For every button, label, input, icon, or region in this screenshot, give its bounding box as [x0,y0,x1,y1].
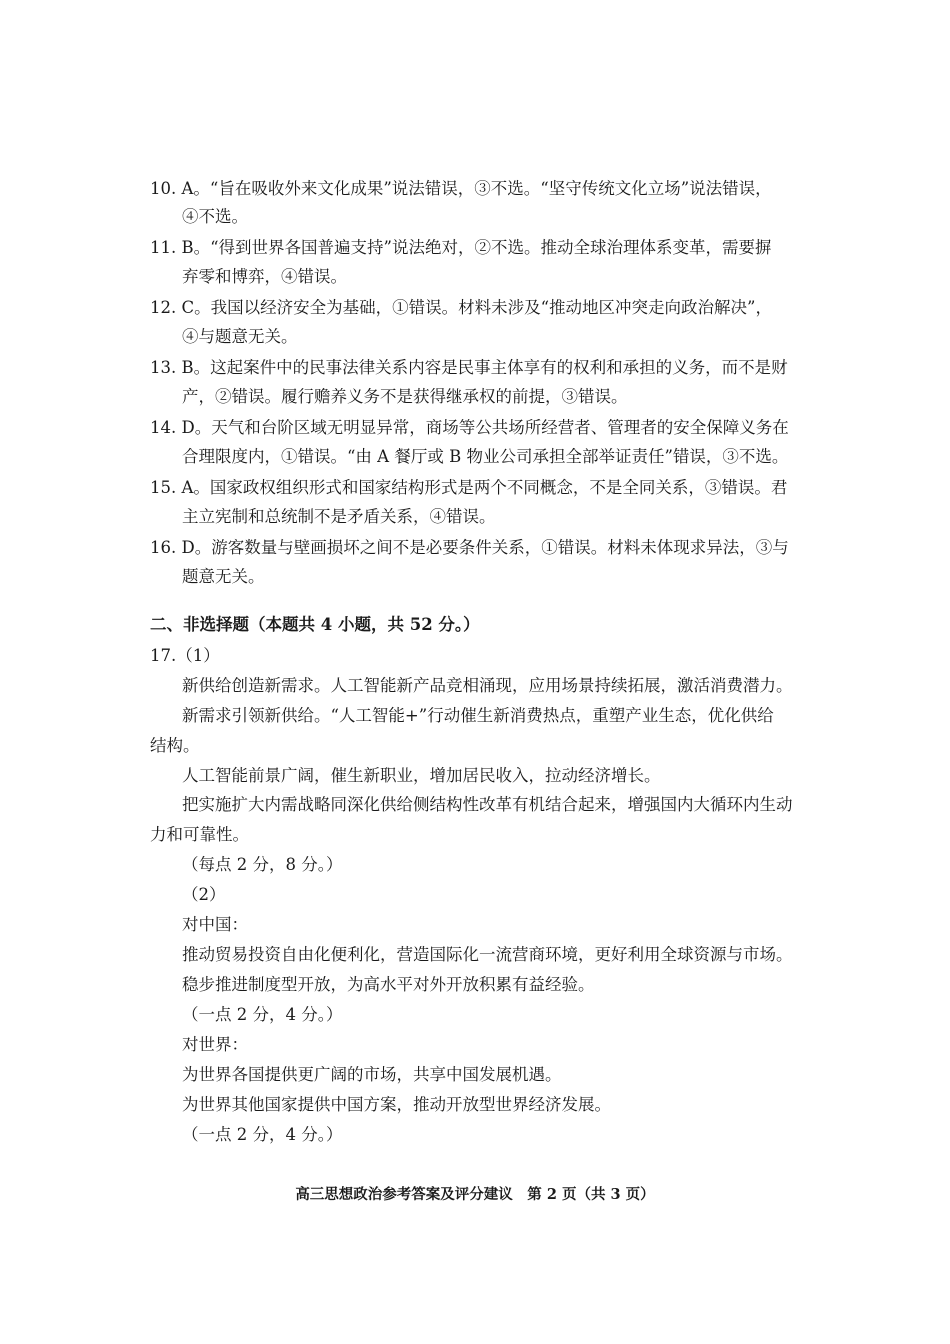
page-footer: 高三思想政治参考答案及评分建议 第 2 页（共 3 页） [295,1186,655,1203]
q17-world-point2: 为世界其他国家提供中国方案，推动开放型世界经济发展。 [182,1095,611,1114]
answer-13-line2: 产，②错误。履行赡养义务不是获得继承权的前提，③错误。 [182,387,628,406]
answer-14-line2: 合理限度内，①错误。“由 A 餐厅或 B 物业公司承担全部举证责任”错误，③不选。 [182,447,789,466]
answer-13-line1: 13. B。这起案件中的民事法律关系内容是民事主体享有的权利和承担的义务，而不是财 [150,358,788,377]
answer-14-line1: 14. D。天气和台阶区域无明显异常，商场等公共场所经营者、管理者的安全保障义务在 [150,418,789,437]
answer-10-line2: ④不选。 [182,207,248,226]
q17-part1-point2-line2: 结构。 [150,736,200,755]
q17-part1-score: （每点 2 分，8 分。） [182,855,343,874]
q17-china-point2: 稳步推进制度型开放，为高水平对外开放积累有益经验。 [182,975,595,994]
q17-part1-point2-line1: 新需求引领新供给。“人工智能+”行动催生新消费热点，重塑产业生态，优化供给 [182,706,774,725]
answer-16-line2: 题意无关。 [182,567,265,586]
section2-heading: 二、非选择题（本题共 4 小题，共 52 分。） [150,615,480,634]
answer-12-line1: 12. C。我国以经济安全为基础，①错误。材料未涉及“推动地区冲突走向政治解决”， [150,298,772,317]
q17-part1-point4-line1: 把实施扩大内需战略同深化供给侧结构性改革有机结合起来，增强国内大循环内生动 [182,795,793,814]
q17-china-label: 对中国： [182,915,248,934]
answer-16-line1: 16. D。游客数量与壁画损坏之间不是必要条件关系，①错误。材料未体现求异法，③与 [150,538,789,557]
q17-part1-point4-line2: 力和可靠性。 [150,825,249,844]
q17-part1-point1: 新供给创造新需求。人工智能新产品竞相涌现，应用场景持续拓展，激活消费潜力。 [182,676,793,695]
answer-15-line1: 15. A。国家政权组织形式和国家结构形式是两个不同概念，不是全同关系，③错误。君 [150,478,788,497]
answer-15-line2: 主立宪制和总统制不是矛盾关系，④错误。 [182,507,496,526]
q17-part2-label: （2） [182,885,226,904]
answer-11-line2: 弃零和博弈，④错误。 [182,267,347,286]
q17-world-score: （一点 2 分，4 分。） [182,1125,343,1144]
q17-china-point1: 推动贸易投资自由化便利化，营造国际化一流营商环境，更好利用全球资源与市场。 [182,945,793,964]
answer-10-line1: 10. A。“旨在吸收外来文化成果”说法错误，③不选。“坚守传统文化立场”说法错误， [150,179,772,198]
q17-china-score: （一点 2 分，4 分。） [182,1005,343,1024]
q17-world-label: 对世界： [182,1035,248,1054]
q17-label: 17.（1） [150,646,220,665]
answer-12-line2: ④与题意无关。 [182,327,298,346]
answer-11-line1: 11. B。“得到世界各国普遍支持”说法绝对，②不选。推动全球治理体系变革，需要摒 [150,238,772,257]
q17-part1-point3: 人工智能前景广阔，催生新职业，增加居民收入，拉动经济增长。 [182,766,661,785]
q17-world-point1: 为世界各国提供更广阔的市场，共享中国发展机遇。 [182,1065,562,1084]
